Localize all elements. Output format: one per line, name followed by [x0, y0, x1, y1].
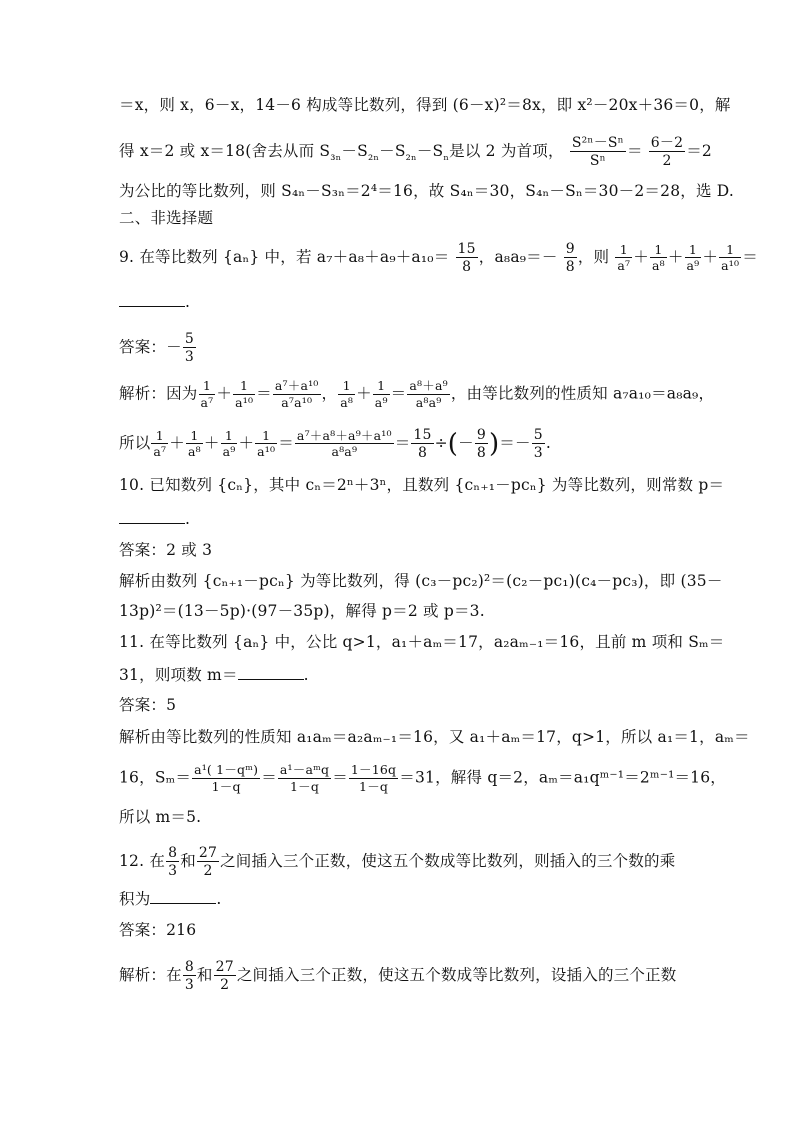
- text: 13p)²＝(13－5p)·(97－35p)，解得 p＝2 或 p＝3.: [119, 602, 485, 620]
- text: 12. 在: [119, 852, 166, 870]
- numerator: S²ⁿ－Sⁿ: [571, 135, 624, 151]
- text: ＝2: [686, 142, 712, 160]
- numerator: 8: [184, 959, 194, 975]
- denominator: 2: [197, 861, 219, 878]
- denominator: a¹⁰: [235, 394, 254, 410]
- denominator: a⁹: [686, 258, 700, 273]
- text: 答案：2 或 3: [119, 541, 213, 559]
- fraction: [719, 241, 741, 273]
- fraction: [166, 846, 179, 878]
- fraction: [221, 427, 238, 459]
- text: ＝: [742, 248, 758, 266]
- text: ，由等比数列的性质知 a₇a₁₀＝a₈a₉，: [450, 384, 715, 403]
- denominator: Sⁿ: [570, 151, 626, 168]
- numerator: 1－16q: [350, 762, 397, 777]
- numerator: 15: [413, 427, 432, 443]
- text: ÷: [434, 434, 448, 452]
- answer-12: [119, 919, 196, 941]
- numerator: 1: [654, 241, 663, 257]
- denominator: 8: [411, 443, 433, 460]
- solution-line: [119, 180, 734, 202]
- text: .: [545, 434, 551, 452]
- numerator: a⁷＋a¹⁰: [274, 378, 319, 393]
- denominator: 2: [214, 975, 236, 992]
- analysis-10: [119, 570, 723, 592]
- text: 积为: [119, 890, 151, 908]
- subscript: ₂ₙ: [405, 149, 417, 165]
- denominator: a⁸: [340, 394, 354, 410]
- numerator: 1: [155, 427, 164, 443]
- answer-9: [119, 332, 197, 364]
- text: 和: [196, 966, 213, 984]
- fraction: [649, 136, 685, 168]
- text: ，a₈a₉＝－: [478, 248, 558, 266]
- numerator: 5: [533, 427, 543, 443]
- paren: (: [447, 429, 459, 459]
- text: 11. 在等比数列 {aₙ} 中，公比 q>1，a₁＋aₘ＝17，a₂aₘ₋₁＝16，且前 m 项和 Sₘ＝: [119, 633, 725, 651]
- denominator: a⁹: [374, 394, 388, 410]
- denominator: 1－q: [278, 778, 331, 794]
- text: .: [216, 890, 222, 908]
- text: 为公比的等比数列，则 S₄ₙ－S₃ₙ＝2⁴＝16，故 S₄ₙ＝30，S₄ₙ－Sₙ＝30－2＝28，选 D.: [119, 182, 734, 200]
- text: 二、非选择题: [119, 209, 214, 227]
- analysis-9-cont: [119, 428, 551, 460]
- denominator: a⁷: [617, 258, 631, 273]
- question-12-cont: [119, 888, 222, 910]
- text: ＝: [626, 142, 643, 160]
- denominator: a⁷a¹⁰: [273, 394, 321, 410]
- numerator: 1: [224, 427, 234, 443]
- text: ＋: [356, 384, 372, 403]
- text: 9. 在等比数列 {aₙ} 中，若 a₇＋a₈＋a₉＋a₁₀＝: [119, 248, 450, 266]
- fraction: [183, 960, 196, 992]
- denominator: 1－q: [349, 778, 398, 794]
- text: ＋: [702, 248, 719, 266]
- text: ＋: [216, 384, 233, 403]
- numerator: a¹( 1－qᵐ): [194, 762, 259, 777]
- analysis-11-cont: [119, 764, 726, 793]
- numerator: 1: [240, 378, 249, 393]
- numerator: 8: [168, 845, 178, 861]
- text: －: [458, 434, 474, 452]
- text: －S: [379, 142, 406, 160]
- denominator: a¹⁰: [257, 444, 276, 459]
- numerator: 1: [726, 241, 735, 257]
- answer-10: [119, 539, 212, 561]
- text: 31，则项数 m＝: [119, 666, 238, 684]
- analysis-11: [119, 726, 750, 748]
- fraction: [255, 427, 277, 459]
- fraction: [456, 242, 478, 274]
- numerator: 9: [476, 427, 486, 443]
- denominator: a⁷: [200, 394, 214, 410]
- subscript: ₃ₙ: [330, 149, 342, 165]
- text: ＝: [256, 384, 272, 403]
- analysis-10-cont: [119, 600, 485, 622]
- text: 答案：－: [119, 338, 182, 356]
- text: ＝－: [499, 434, 531, 452]
- fraction: [197, 846, 219, 878]
- question-9: [119, 242, 758, 274]
- question-12: [119, 846, 675, 878]
- text: 得 x＝2 或 x＝18(舍去从而 S: [119, 142, 331, 160]
- subscript: ₙ: [443, 149, 450, 165]
- fraction: [411, 428, 433, 460]
- fraction: [338, 380, 355, 409]
- denominator: 2: [649, 151, 685, 168]
- numerator: 15: [457, 241, 476, 257]
- answer-11: [119, 694, 176, 716]
- solution-line: [119, 136, 712, 168]
- fraction: [349, 764, 398, 793]
- numerator: 5: [184, 331, 194, 347]
- fraction: [278, 764, 331, 793]
- fraction: [407, 380, 449, 409]
- text: ＝: [394, 434, 411, 452]
- answer-blank: [238, 665, 304, 680]
- text: －S: [416, 142, 444, 160]
- text: ＋: [203, 434, 220, 452]
- question-11: [119, 631, 724, 653]
- numerator: 27: [198, 845, 218, 861]
- text: ＋: [667, 248, 684, 266]
- text: 之间插入三个正数，使这五个数成等比数列，则插入的三个数的乘: [220, 852, 676, 870]
- text: .: [303, 666, 309, 684]
- solution-line: [119, 94, 731, 116]
- text: ＝: [261, 768, 277, 787]
- denominator: a⁷: [153, 444, 167, 459]
- fraction: [564, 242, 577, 274]
- analysis-12: [119, 960, 676, 992]
- denominator: a⁸: [187, 444, 201, 459]
- text: 所以: [119, 434, 151, 452]
- numerator: a¹－aᵐq: [279, 762, 330, 777]
- text: .: [185, 510, 191, 528]
- numerator: 9: [565, 241, 575, 257]
- fraction: [183, 332, 196, 364]
- numerator: 1: [619, 241, 628, 257]
- text: 解析由数列 {cₙ₊₁－pcₙ} 为等比数列，得 (c₃－pc₂)²＝(c₂－pc₁)(c₄－pc₃)，即 (35－: [119, 572, 723, 590]
- answer-blank: [119, 292, 185, 307]
- text: ，: [321, 384, 338, 403]
- section-heading: [119, 207, 213, 229]
- denominator: a⁸a⁹: [295, 443, 394, 459]
- numerator: 27: [215, 959, 234, 975]
- text: 10. 已知数列 {cₙ}，其中 cₙ＝2ⁿ＋3ⁿ，且数列 {cₙ₊₁－pcₙ} 为等比数列，则常数 p＝: [119, 476, 725, 494]
- answer-blank: [119, 509, 185, 524]
- denominator: 3: [184, 349, 194, 365]
- paren: ): [488, 429, 500, 459]
- denominator: 8: [476, 445, 486, 461]
- text: .: [185, 293, 191, 311]
- question-11-cont: [119, 664, 309, 686]
- fraction: [650, 241, 667, 273]
- denominator: 3: [184, 977, 194, 993]
- subscript: ₂ₙ: [367, 149, 380, 165]
- denominator: a¹⁰: [721, 258, 740, 273]
- text: ＝31，解得 q＝2，aₘ＝a₁qᵐ⁻¹＝2ᵐ⁻¹＝16，: [399, 768, 727, 787]
- text: 答案：216: [119, 921, 197, 939]
- answer-blank-line: [119, 508, 190, 530]
- text: 解析由等比数列的性质知 a₁aₘ＝a₂aₘ₋₁＝16，又 a₁＋aₘ＝17，q>1，所以 a₁＝1，aₘ＝: [119, 728, 750, 746]
- numerator: a⁷＋a⁸＋a⁹＋a¹⁰: [296, 427, 392, 443]
- text: 解析：在: [119, 966, 182, 984]
- denominator: 8: [565, 259, 575, 275]
- answer-blank-line: [119, 291, 190, 313]
- fraction: [475, 428, 488, 460]
- fraction: [615, 241, 632, 273]
- text: ＋: [169, 434, 185, 452]
- fraction: [233, 380, 255, 409]
- text: ＝x，则 x，6－x，14－6 构成等比数列，得到 (6－x)²＝8x，即 x²－20x＋36＝0，解: [119, 96, 731, 114]
- text: ，则: [577, 248, 610, 266]
- numerator: 1: [377, 378, 386, 393]
- text: ＝: [390, 384, 407, 403]
- text: ＝: [332, 768, 348, 787]
- fraction: [570, 136, 626, 168]
- fraction: [199, 380, 216, 409]
- denominator: 8: [456, 257, 478, 274]
- fraction: [273, 380, 321, 409]
- text: ＝: [278, 434, 294, 452]
- analysis-11-end: [119, 806, 201, 828]
- text: 是以 2 为首项，: [449, 142, 564, 160]
- fraction: [214, 960, 236, 992]
- denominator: 1－q: [192, 778, 260, 794]
- text: －S: [341, 142, 368, 160]
- numerator: 1: [262, 427, 271, 443]
- text: 和: [180, 852, 196, 870]
- fraction: [186, 427, 203, 459]
- denominator: a⁹: [222, 444, 236, 459]
- analysis-9: [119, 380, 714, 409]
- numerator: 1: [688, 241, 698, 257]
- numerator: 6－2: [650, 135, 684, 151]
- text: ＋: [238, 434, 255, 452]
- answer-blank: [150, 889, 216, 904]
- fraction: [685, 241, 702, 273]
- denominator: a⁸a⁹: [407, 394, 449, 410]
- fraction: [373, 380, 390, 409]
- text: 解析：因为: [119, 384, 198, 403]
- denominator: 3: [168, 863, 178, 879]
- numerator: a⁸＋a⁹: [409, 378, 448, 393]
- numerator: 1: [202, 378, 212, 393]
- text: ＋: [633, 248, 649, 266]
- text: 答案：5: [119, 696, 177, 714]
- fraction: [532, 428, 545, 460]
- denominator: a⁸: [651, 258, 665, 273]
- numerator: 1: [342, 378, 351, 393]
- numerator: 1: [190, 427, 199, 443]
- question-10: [119, 474, 724, 496]
- denominator: 3: [533, 445, 543, 461]
- text: 16，Sₘ＝: [119, 768, 192, 787]
- text: 之间插入三个正数，使这五个数成等比数列，设插入的三个正数: [236, 966, 677, 984]
- text: 所以 m＝5.: [119, 808, 202, 826]
- fraction: [151, 427, 168, 459]
- fraction: [295, 427, 394, 459]
- fraction: [192, 764, 260, 793]
